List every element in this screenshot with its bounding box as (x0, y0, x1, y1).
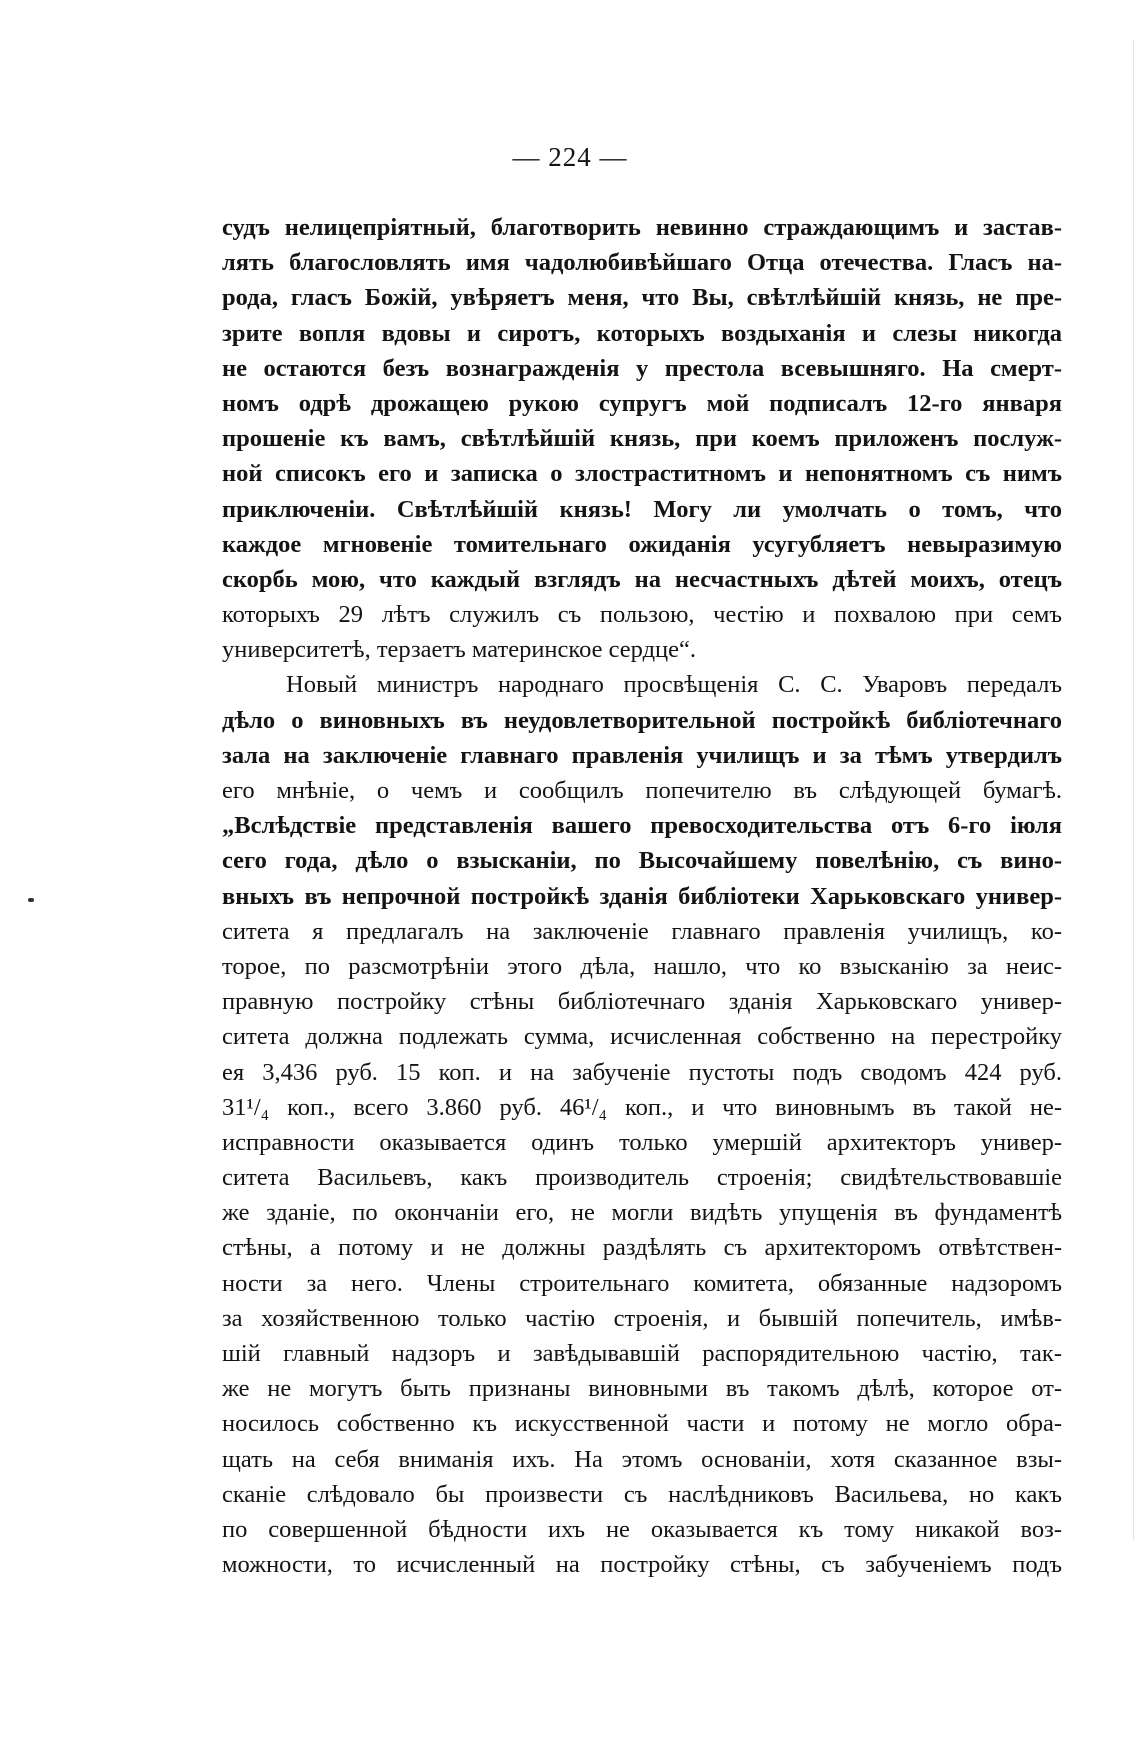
paragraph-start-line: Новый министръ народнаго просвѣщенія С. С. Уваровъ передалъ (286, 671, 1062, 699)
text-line: за хозяйственною только частію строенія, и бывшій попечитель, имѣв- (222, 1304, 1062, 1332)
text-line: торое, по разсмотрѣніи этого дѣла, нашло, что ко взысканію за неис- (222, 952, 1062, 980)
text-line: щать на себя вниманія ихъ. На этомъ основаніи, хотя сказанное взы- (222, 1445, 1062, 1473)
text-line: скорбь мою, что каждый взглядъ на несчастныхъ дѣтей моихъ, отецъ (222, 565, 1062, 593)
text-line: правную постройку стѣны библіотечнаго зданія Харьковскаго универ- (222, 988, 1062, 1016)
text-line: можности, то исчисленный на постройку стѣны, съ забученіемъ подъ (222, 1551, 1062, 1579)
text-line: ности за него. Члены строительнаго комитета, обязанные надзоромъ (222, 1269, 1062, 1297)
text-line: ситета я предлагалъ на заключеніе главнаго правленія училищъ, ко- (222, 917, 1062, 945)
text-line: ситета Васильевъ, какъ производитель строенія; свидѣтельствовавшіе (222, 1164, 1062, 1192)
text-line: сканіе слѣдовало бы произвести съ наслѣдниковъ Васильева, но какъ (222, 1480, 1062, 1508)
text-line: сего года, дѣло о взысканіи, по Высочайшему повелѣнію, съ вино- (222, 847, 1062, 875)
text-line: лять благословлять имя чадолюбивѣйшаго Отца отечества. Гласъ на- (222, 249, 1062, 277)
text-line: ной списокъ его и записка о злостраститномъ и непонятномъ съ нимъ (222, 460, 1062, 488)
text-line: каждое мгновеніе томительнаго ожиданія усугубляетъ невыразимую (222, 530, 1062, 558)
text-line: исправности оказывается одинъ только умершій архитекторъ универ- (222, 1128, 1062, 1156)
text-line: судъ нелицепріятный, благотворить невинно страждающимъ и застав- (222, 214, 1062, 241)
text-line: рода, гласъ Божій, увѣряетъ меня, что Вы, свѣтлѣйшій князь, не пре- (222, 284, 1062, 312)
text-line: университетѣ, терзаетъ материнское сердце“. (222, 636, 697, 664)
text-line: приключеніи. Свѣтлѣйшій князь! Могу ли умолчать о томъ, что (222, 495, 1062, 523)
text-line: по совершенной бѣдности ихъ не оказывается къ тому никакой воз- (222, 1515, 1062, 1543)
text-line: же не могутъ быть признаны виновными въ такомъ дѣлѣ, которое от- (222, 1375, 1062, 1403)
text-line: 31¹/₄ коп., всего 3.860 руб. 46¹/₄ коп., и что виновнымъ въ такой не- (222, 1093, 1062, 1121)
text-line: ея 3,436 руб. 15 коп. и на забученіе пустоты подъ сводомъ 424 руб. (222, 1058, 1062, 1086)
text-line: не остаются безъ вознагражденія у престола всевышняго. На смерт- (222, 354, 1062, 382)
body-text (222, 210, 1062, 1582)
text-line: носилось собственно къ искусственной части и потому не могло обра- (222, 1410, 1062, 1438)
page-edge-line (1133, 40, 1134, 1540)
text-line: зала на заключеніе главнаго правленія училищъ и за тѣмъ утвердилъ (222, 741, 1062, 769)
text-line: вныхъ въ непрочной постройкѣ зданія библіотеки Харьковскаго универ- (222, 882, 1062, 910)
text-line: шій главный надзоръ и завѣдывавшій распорядительною частію, так- (222, 1340, 1062, 1367)
text-line: его мнѣніе, о чемъ и сообщилъ попечителю въ слѣдующей бумагѣ. (222, 777, 1062, 804)
text-line: стѣны, а потому и не должны раздѣлять съ архитекторомъ отвѣтствен- (222, 1234, 1062, 1262)
text-line: которыхъ 29 лѣтъ служилъ съ пользою, честію и похвалою при семъ (222, 601, 1062, 629)
text-line: же зданіе, по окончаніи его, не могли видѣть упущенія въ фундаментѣ (222, 1199, 1062, 1227)
text-line: дѣло о виновныхъ въ неудовлетворительной постройкѣ библіотечнаго (222, 706, 1062, 734)
text-line: зрите вопля вдовы и сиротъ, которыхъ воздыханія и слезы никогда (222, 319, 1062, 347)
margin-mark (28, 898, 34, 902)
text-line: „Вслѣдствіе представленія вашего превосходительства отъ 6-го іюля (222, 812, 1062, 840)
text-line: ситета должна подлежать сумма, исчисленная собственно на перестройку (222, 1023, 1062, 1051)
text-line: номъ одрѣ дрожащею рукою супругъ мой подписалъ 12-го января (222, 389, 1062, 417)
page-number: — 224 — (512, 142, 628, 172)
text-line: прошеніе къ вамъ, свѣтлѣйшій князь, при коемъ приложенъ послуж- (222, 425, 1062, 453)
